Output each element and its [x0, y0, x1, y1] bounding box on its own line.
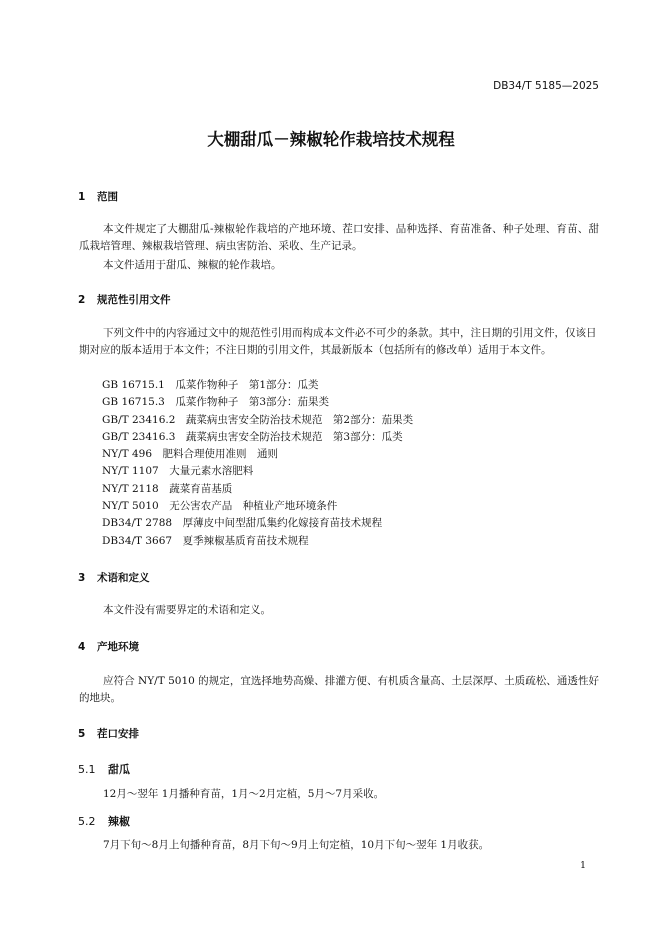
section-heading-environment — [78, 639, 139, 654]
reference-title: 肥料合理使用准则 通则 — [162, 448, 279, 460]
reference-code: GB/T 23416.2 — [102, 414, 176, 426]
reference-title: 夏季辣椒基质育苗技术规程 — [182, 535, 309, 547]
reference-item — [102, 429, 403, 444]
reference-item — [102, 515, 382, 530]
section-heading-normative-references — [78, 292, 171, 307]
pepper-paragraph: 7月下旬～8月上旬播种育苗，8月下旬～9月上旬定植，10月下旬～翌年 1月收获。 — [103, 839, 490, 851]
page-number: 1 — [579, 860, 586, 871]
reference-item — [102, 412, 413, 427]
reference-item — [102, 377, 319, 392]
subsection-number: 5.2 — [78, 815, 96, 828]
section-number: 2 — [78, 294, 86, 306]
reference-code: DB34/T 3667 — [102, 535, 173, 547]
section-heading-terms — [78, 570, 150, 585]
reference-code: NY/T 2118 — [102, 483, 159, 495]
reference-item — [102, 446, 278, 461]
subsection-heading-melon — [78, 761, 130, 777]
section-title: 范围 — [97, 191, 118, 203]
reference-title: 厚薄皮中间型甜瓜集约化嫁接育苗技术规程 — [182, 517, 383, 529]
reference-title: 蔬菜育苗基质 — [169, 483, 233, 495]
reference-title: 大量元素水溶肥料 — [169, 465, 254, 477]
reference-code: NY/T 496 — [102, 448, 153, 460]
melon-paragraph: 12月～翌年 1月播种育苗，1月～2月定植，5月～7月采收。 — [103, 788, 385, 800]
reference-item — [102, 481, 232, 496]
section-heading-scope — [78, 189, 118, 204]
reference-code: GB 16715.3 — [102, 396, 165, 408]
reference-item — [102, 394, 329, 409]
section-number: 3 — [78, 572, 86, 584]
reference-code: GB/T 23416.3 — [102, 431, 176, 443]
environment-paragraph: 应符合 NY/T 5010 的规定，宜选择地势高燥、排灌方便、有机质含量高、土层深厚、土质疏松、通透性好的地块。 — [79, 675, 599, 704]
subsection-number: 5.1 — [78, 763, 96, 776]
reference-item — [102, 463, 253, 478]
section-number: 5 — [78, 728, 86, 740]
section-title: 规范性引用文件 — [97, 294, 171, 306]
section-title: 茬口安排 — [97, 728, 139, 740]
section-heading-cropping — [78, 726, 139, 741]
reference-code: GB 16715.1 — [102, 379, 165, 391]
reference-item — [102, 498, 337, 513]
reference-title: 蔬菜病虫害安全防治技术规范 第3部分：瓜类 — [185, 431, 403, 443]
section-title: 术语和定义 — [97, 572, 150, 584]
scope-paragraph-1: 本文件规定了大棚甜瓜-辣椒轮作栽培的产地环境、茬口安排、品种选择、育苗准备、种子处理、育苗、甜瓜栽培管理、辣椒栽培管理、病虫害防治、采收、生产记录。 — [79, 223, 599, 252]
terms-paragraph: 本文件没有需要界定的术语和定义。 — [103, 604, 271, 616]
reference-code: NY/T 1107 — [102, 465, 159, 477]
section-title: 产地环境 — [97, 641, 139, 653]
reference-title: 瓜菜作物种子 第3部分：茄果类 — [175, 396, 330, 408]
reference-title: 无公害农产品 种植业产地环境条件 — [169, 500, 338, 512]
section-number: 4 — [78, 641, 86, 653]
reference-code: DB34/T 2788 — [102, 517, 173, 529]
reference-title: 瓜菜作物种子 第1部分：瓜类 — [175, 379, 319, 391]
reference-title: 蔬菜病虫害安全防治技术规范 第2部分：茄果类 — [185, 414, 414, 426]
standard-number: DB34/T 5185—2025 — [493, 80, 599, 92]
scope-paragraph-2: 本文件适用于甜瓜、辣椒的轮作栽培。 — [103, 259, 282, 271]
subsection-heading-pepper — [78, 813, 130, 829]
section-number: 1 — [78, 191, 86, 203]
references-intro-paragraph: 下列文件中的内容通过文中的规范性引用而构成本文件必不可少的条款。其中，注日期的引用文件，仅该日期对应的版本适用于本文件；不注日期的引用文件，其最新版本（包括所有的修改单）适用于本文件。 — [79, 327, 597, 356]
document-title: 大棚甜瓜－辣椒轮作栽培技术规程 — [207, 130, 455, 149]
subsection-title: 甜瓜 — [108, 763, 130, 776]
reference-code: NY/T 5010 — [102, 500, 159, 512]
reference-item — [102, 533, 309, 548]
subsection-title: 辣椒 — [108, 815, 130, 828]
